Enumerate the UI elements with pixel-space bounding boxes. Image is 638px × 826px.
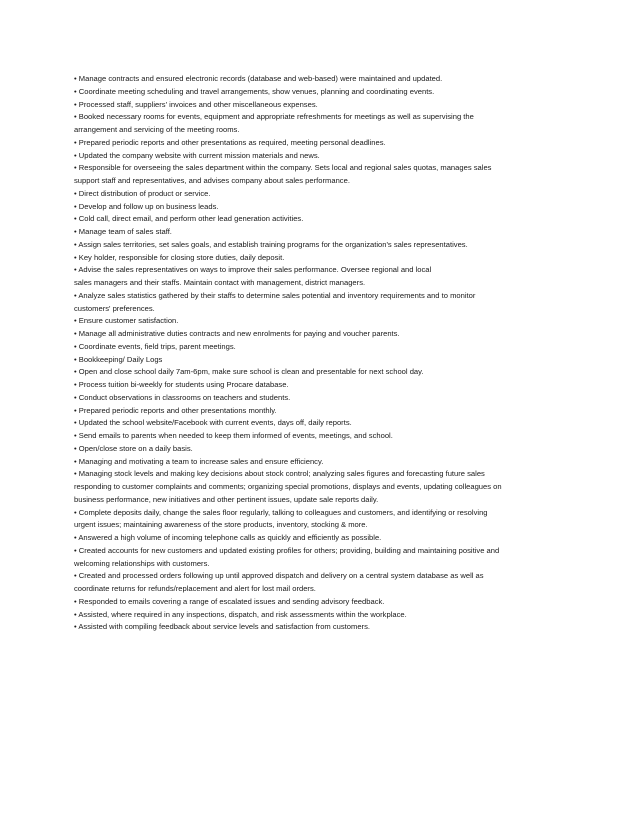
text-line: • Assign sales territories, set sales goals, and establish training programs for the organization's sales representatives. <box>74 239 468 249</box>
text-line: • Managing and motivating a team to increase sales and ensure efficiency. <box>74 456 324 466</box>
text-line: • Answered a high volume of incoming telephone calls as quickly and efficiently as possible. <box>74 533 382 542</box>
text-line: • Prepared periodic reports and other presentations monthly. <box>74 405 277 415</box>
text-line: • Ensure customer satisfaction. <box>74 316 179 326</box>
text-line: customers' preferences. <box>74 303 155 313</box>
text-line: • Direct distribution of product or service. <box>74 188 211 198</box>
text-line: • Responded to emails covering a range of escalated issues and sending advisory feedback. <box>74 596 385 606</box>
text-line: responding to customer complaints and comments; organizing special promotions, displays and events, updating colleagues on <box>74 482 502 491</box>
text-line: sales managers and their staffs. Maintain contact with management, district managers. <box>74 278 366 287</box>
text-line: • Created accounts for new customers and updated existing profiles for others; providing, building and maintaining positive and <box>74 545 500 555</box>
text-line: • Manage team of sales staff. <box>74 227 172 236</box>
text-line: • Updated the school website/Facebook with current events, days off, daily reports. <box>74 418 352 428</box>
text-line: • Processed staff, suppliers' invoices and other miscellaneous expenses. <box>74 99 318 109</box>
text-line: • Coordinate events, field trips, parent meetings. <box>74 341 236 351</box>
text-line: • Complete deposits daily, change the sales floor regularly, talking to colleagues and customers, and identifying or resolving <box>74 507 488 517</box>
text-line: • Assisted, where required in any inspections, dispatch, and risk assessments within the workplace. <box>74 609 407 619</box>
text-line: • Managing stock levels and making key decisions about stock control; analyzing sales figures and forecasting future sales <box>74 469 485 479</box>
text-line: arrangement and servicing of the meeting rooms. <box>74 125 240 134</box>
text-line: urgent issues; maintaining awareness of the store products, inventory, stocking & more. <box>74 520 368 530</box>
text-line: • Manage all administrative duties contracts and new enrolments for paying and voucher parents. <box>74 329 400 338</box>
text-line: • Manage contracts and ensured electronic records (database and web-based) were maintained and updated. <box>74 74 443 83</box>
text-line: • Open and close school daily 7am-6pm, make sure school is clean and presentable for next school day. <box>74 367 424 377</box>
text-line: • Analyze sales statistics gathered by their staffs to determine sales potential and inventory requirements and to monitor <box>74 290 476 300</box>
text-line: • Process tuition bi-weekly for students using Procare database. <box>74 380 289 389</box>
text-line: • Send emails to parents when needed to keep them informed of events, meetings, and school. <box>74 431 393 440</box>
text-line: • Cold call, direct email, and perform other lead generation activities. <box>74 214 304 224</box>
text-line: • Conduct observations in classrooms on teachers and students. <box>74 392 291 402</box>
text-line: • Advise the sales representatives on ways to improve their sales performance. Oversee regional and local <box>74 265 432 275</box>
text-line: welcoming relationships with customers. <box>74 558 210 568</box>
text-line: • Open/close store on a daily basis. <box>74 443 193 453</box>
text-line: • Updated the company website with current mission materials and news. <box>74 150 320 160</box>
text-line: • Bookkeeping/ Daily Logs <box>74 354 163 364</box>
text-line: • Prepared periodic reports and other presentations as required, meeting personal deadlines. <box>74 137 386 147</box>
text-line: • Responsible for overseeing the sales department within the company. Sets local and regional sales quotas, manages sales <box>74 163 492 173</box>
text-line: • Key holder, responsible for closing store duties, daily deposit. <box>74 252 285 262</box>
text-line: support staff and representatives, and advises company about sales performance. <box>74 176 350 185</box>
text-line: • Develop and follow up on business leads. <box>74 201 219 211</box>
text-line: • Booked necessary rooms for events, equipment and appropriate refreshments for meetings as well as supervising the <box>74 112 474 122</box>
text-line: coordinate returns for refunds/replacement and alert for lost mail orders. <box>74 584 316 593</box>
document-body <box>74 73 570 634</box>
text-line: business performance, new initiatives and other pertinent issues, update sale reports daily. <box>74 494 379 504</box>
text-line: • Coordinate meeting scheduling and travel arrangements, show venues, planning and coordinating events. <box>74 86 435 96</box>
text-line: • Assisted with compiling feedback about service levels and satisfaction from customers. <box>74 622 370 632</box>
text-line: • Created and processed orders following up until approved dispatch and delivery on a central system database as well as <box>74 571 484 581</box>
